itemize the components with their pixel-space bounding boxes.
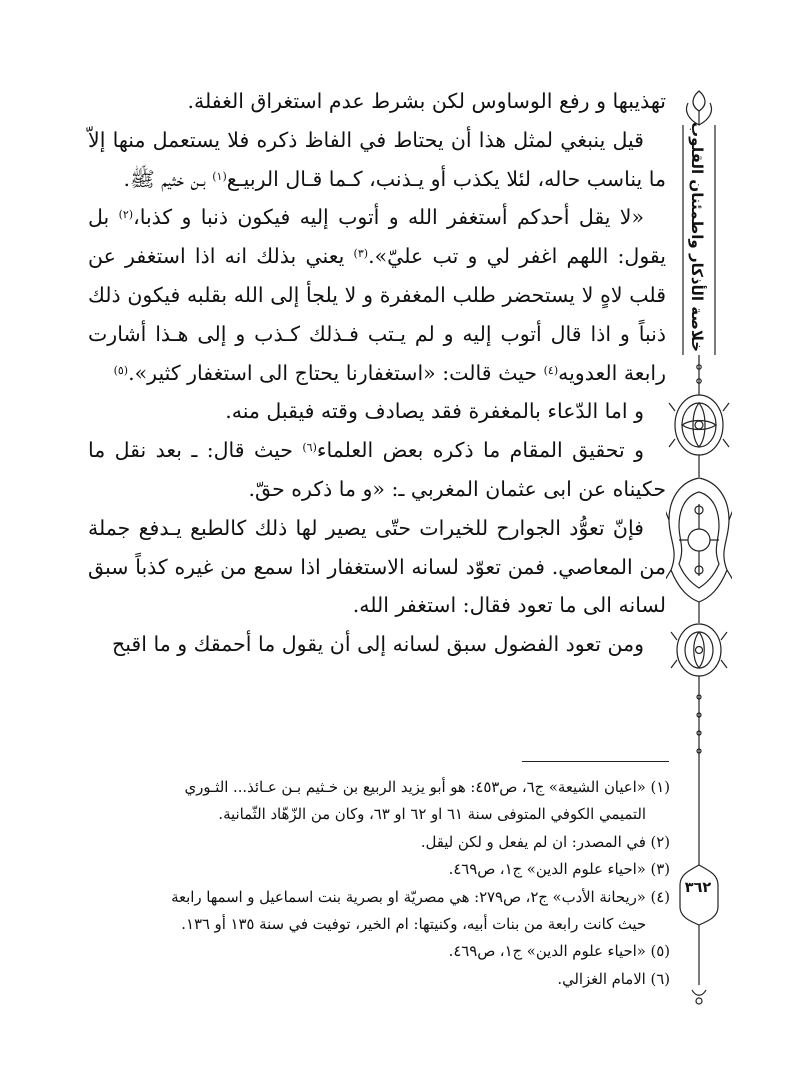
text-run: ومن تعود الفضول سبق لسانه إلى أن يقول ما أحمقك و ما اقبح [112,632,644,657]
text-run: ﷺ [130,166,155,191]
text-run: «لا يقل أحدكم أستغفر الله و أتوب إليه فيكون ذنبا و كذبا، [133,205,644,230]
text-run: قيل ينبغي لمثل هذا أن يحتاط في الفاظ ذكره فلا يستعمل منها إلاّ ما يناسب حاله، لئلا يكذب أو يـذنب، كـما قـال الربيـع [88,127,666,191]
footnote-marker: (٦) [302,441,317,455]
running-title-text: خلاصة الأذكار واطمئنان القلوب [688,122,706,353]
footnote-separator [522,761,669,762]
footnote-line: (١) «اعيان الشيعة» ج٦، ص٤٥٣: هو أبو يزيد الربيع بن خـثيم بـن عـائذ... الثـوري [184,779,670,796]
text-run: بـن خثيم [154,166,213,191]
footnote-line: حيث كانت رابعة من بنات أبيه، وكنيتها: ام الخير، توفيت في سنة ١٣٥ أو ١٣٦. [181,916,646,934]
text-run: و تحقيق المقام ما ذكره بعض العلماء [316,438,644,463]
main-text [88,82,666,664]
paragraph [88,198,666,392]
footnote-line: (٦) الامام الغزالي. [557,970,670,988]
text-run: يعني بذلك انه اذا استغفر عن قلب لاهٍ لا يستحضر طلب المغفرة و لا يلجأ إلى الله بقلبه فيكون ذلك ذنباً و اذا قال أتوب إليه و لم يـتب فـذلك كـذب و إلى هـذا أشارت رابعة العدويه [88,244,666,385]
paragraph [88,431,666,509]
text-run: حيث قال: ـ بعد نقل ما حكيناه عن ابى عثمان المغربي ـ: «و ما ذكره حقّ. [88,438,666,501]
footnote-line: التميمي الكوفي المتوفى سنة ٦١ او ٦٢ او ٦٣، وكان من الزّهّاد الثّمانية. [218,806,646,824]
footnote-marker: (٣) [353,247,369,261]
footnote-marker: (٥) [113,363,129,377]
text-run: و اما الدّعاء بالمغفرة فقد يصادف وقته فيقبل منه. [225,399,644,424]
footnotes [90,774,670,993]
paragraph [88,509,666,625]
paragraph [88,82,666,121]
text-run: فإنّ تعوُّد الجوارح للخيرات حتّى يصير لها ذلك كالطبع يـدفع جملة من المعاصي. فمن تعوّد لسانه الاستغفار اذا سمع من غيره كذباً سبق لسانه الى ما تعود فقال: استغفر الله. [88,515,666,618]
footnote-line: (٥) «احياء علوم الدين» ج١، ص٤٦٩. [448,943,670,961]
footnote-line: (٢) في المصدر: ان لم يفعل و لكن ليقل. [420,833,670,851]
text-run: . [123,166,131,191]
footnote-line: (٣) «احياء علوم الدين» ج١، ص٤٦٩. [448,861,670,879]
footnote-marker: (٢) [118,208,134,222]
footnote-line: (٤) «ريحانة الأدب» ج٢، ص٢٧٩: هي مصريّة او بصرية بنت اسماعيل و اسمها رابعة [171,888,670,906]
running-title [682,122,712,353]
footnote-marker: (٤) [543,363,559,377]
text-run: بل يقول: اللهم اغفر لي و تب عليّ». [88,205,666,269]
footnote-marker: (١) [212,169,227,183]
paragraph [88,392,666,431]
text-run: تهذيبها و رفع الوساوس لكن بشرط عدم استغراق الغفلة. [187,89,666,113]
paragraph [88,625,666,664]
text-run: حيث قالت: «استغفارنا يحتاج الى استغفار كثير». [128,360,544,385]
paragraph [88,121,666,199]
page-number: ٣٦٢ [684,880,712,896]
